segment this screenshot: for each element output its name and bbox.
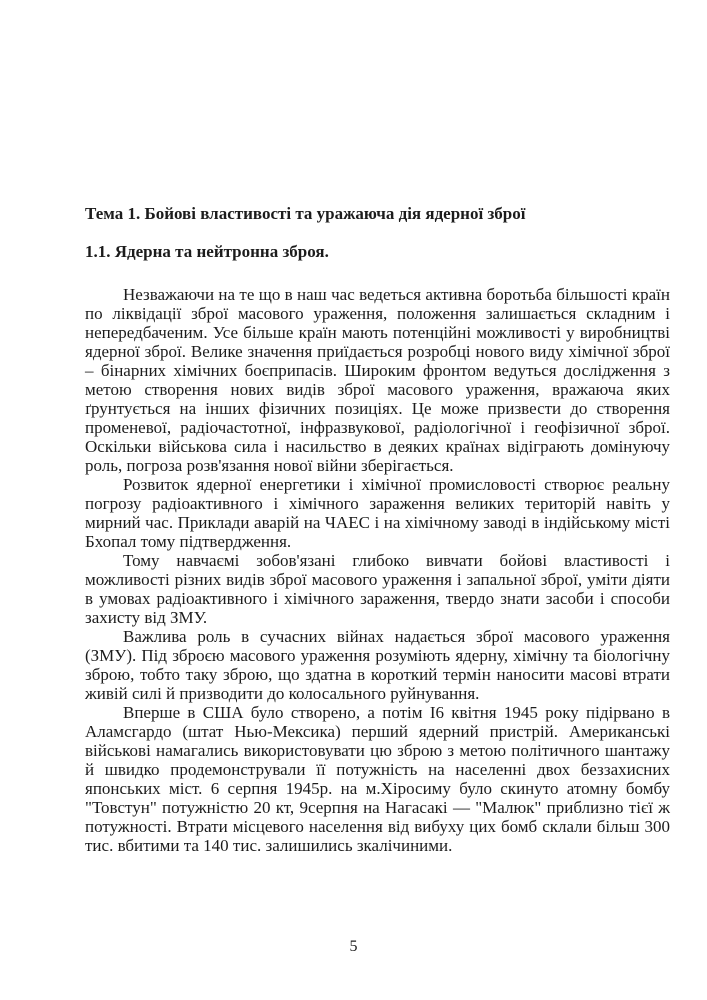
text-block: [85, 204, 670, 855]
paragraph-4: Важлива роль в сучасних війнах надається зброї масового ураження (ЗМУ). Під зброєю масового ураження розуміють ядерну, хімічну та біологічну зброю, тобто таку зброю, що здатна в короткий термін наносити масові втрати живій силі й призводити до колосального руйнування.: [85, 627, 670, 703]
page-number: 5: [349, 938, 358, 955]
paragraph-5: Вперше в США було створено, а потім І6 квітня 1945 року підірвано в Аламсгардо (штат Нью-Мексика) перший ядерний пристрій. Американські військові намагались використовувати цю зброю з метою політичного шантажу й швидко продемонстрували її потужність на населенні двох беззахисних японських міст. 6 серпня 1945р. на м.Хіросиму було скинуто атомну бомбу "Товстун" потужністю 20 кт, 9серпня на Нагасакі — "Малюк" приблизно тієї ж потужності. Втрати місцевого населення від вибуху цих бомб склали більш 300 тис. вбитими та 140 тис. залишились зкалічиними.: [85, 703, 670, 855]
paragraph-2: Розвиток ядерної енергетики і хімічної промисловості створює реальну погрозу радіоактивного і хімічного зараження великих територій навіть у мирний час. Приклади аварій на ЧАЕС і на хімічному заводі в індійському місті Бхопал тому підтвердження.: [85, 475, 670, 551]
body-paragraphs: [85, 285, 670, 855]
paragraph-3: Тому навчаємі зобов'язані глибоко вивчати бойові властивості і можливості різних видів зброї масового ураження і запальної зброї, уміти діяти в умовах радіоактивного і хімічного зараження, твердо знати засоби і способи захисту від ЗМУ.: [85, 551, 670, 627]
section-heading: 1.1. Ядерна та нейтронна зброя.: [85, 242, 329, 261]
paragraph-1: Незважаючи на те що в наш час ведеться активна боротьба більшості країн по ліквідації зброї масового ураження, положення залишається складним і непередбаченим. Усе більше країн мають потенційні можливості у виробництві ядерної зброї. Велике значення приїдається розробці нового виду хімічної зброї – бінарних хімічних боєприпасів. Широким фронтом ведуться дослідження з метою створення нових видів зброї масового ураження, вражаюча яких ґрунтується на інших фізичних позиціях. Це може призвести до створення променевої, радіочастотної, інфразвукової, радіологічної і геофізичної зброї. Оскільки військова сила і насильство в деяких країнах відіграють домінуючу роль, погроза розв'язання нової війни зберігається.: [85, 285, 670, 475]
page-title: Тема 1. Бойові властивості та уражаюча дія ядерної зброї: [85, 204, 526, 223]
